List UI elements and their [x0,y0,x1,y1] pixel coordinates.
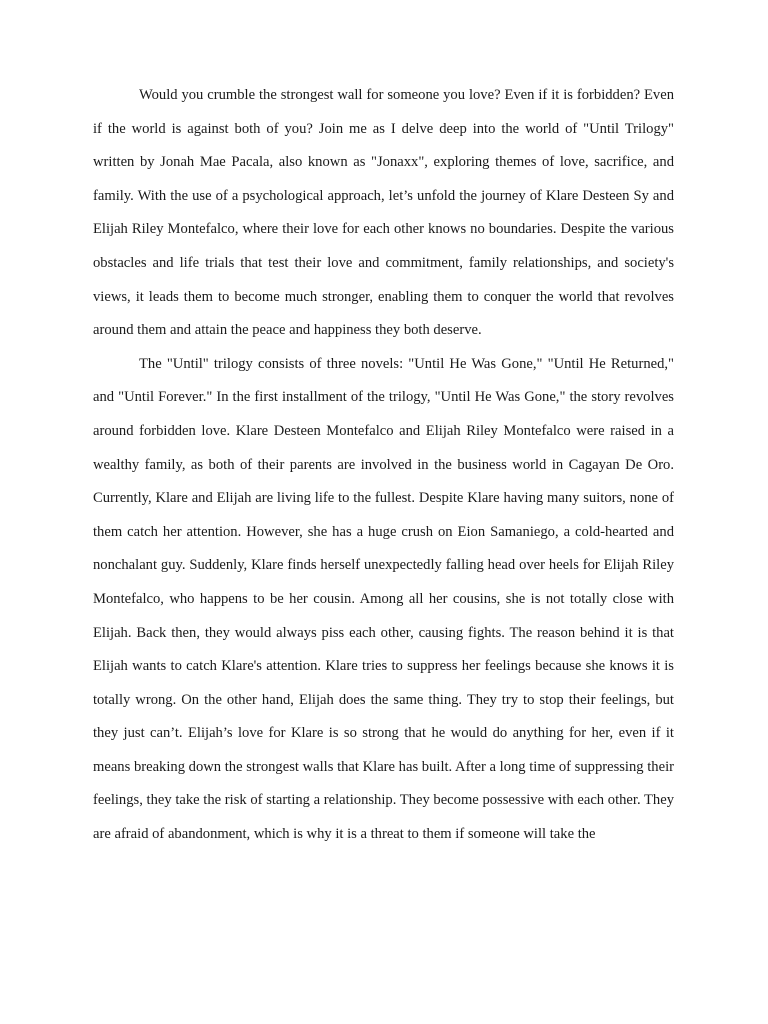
paragraph-trilogy-summary: The "Until" trilogy consists of three novels: "Until He Was Gone," "Until He Returned," and "Until Forever." In the first installment of the trilogy, "Until He Was Gone," the story revolves around forbidden love. Klare Desteen Montefalco and Elijah Riley Montefalco were raised in a wealthy family, as both of their parents are involved in the business world in Cagayan De Oro. Currently, Klare and Elijah are living life to the fullest. Despite Klare having many suitors, none of them catch her attention. However, she has a huge crush on Eion Samaniego, a cold-hearted and nonchalant guy. Suddenly, Klare finds herself unexpectedly falling head over heels for Elijah Riley Montefalco, who happens to be her cousin. Among all her cousins, she is not totally close with Elijah. Back then, they would always piss each other, causing fights. The reason behind it is that Elijah wants to catch Klare's attention. Klare tries to suppress her feelings because she knows it is totally wrong. On the other hand, Elijah does the same thing. They try to stop their feelings, but they just can’t. Elijah’s love for Klare is so strong that he would do anything for her, even if it means breaking down the strongest walls that Klare has built. After a long time of suppressing their feelings, they take the risk of starting a relationship. They become possessive with each other. They are afraid of abandonment, which is why it is a threat to them if someone will take the [93,355,674,843]
paragraph-intro: Would you crumble the strongest wall for someone you love? Even if it is forbidden? Even if the world is against both of you? Join me as I delve deep into the world of "Until Trilogy" written by Jonah Mae Pacala, also known as "Jonaxx", exploring themes of love, sacrifice, and family. With the use of a psychological approach, let’s unfold the journey of Klare Desteen Sy and Elijah Riley Montefalco, where their love for each other knows no boundaries. Despite the various obstacles and life trials that test their love and commitment, family relationships, and society's views, it leads them to become much stronger, enabling them to conquer the world that revolves around them and attain the peace and happiness they both deserve. [93,87,674,339]
document-page [93,79,674,852]
